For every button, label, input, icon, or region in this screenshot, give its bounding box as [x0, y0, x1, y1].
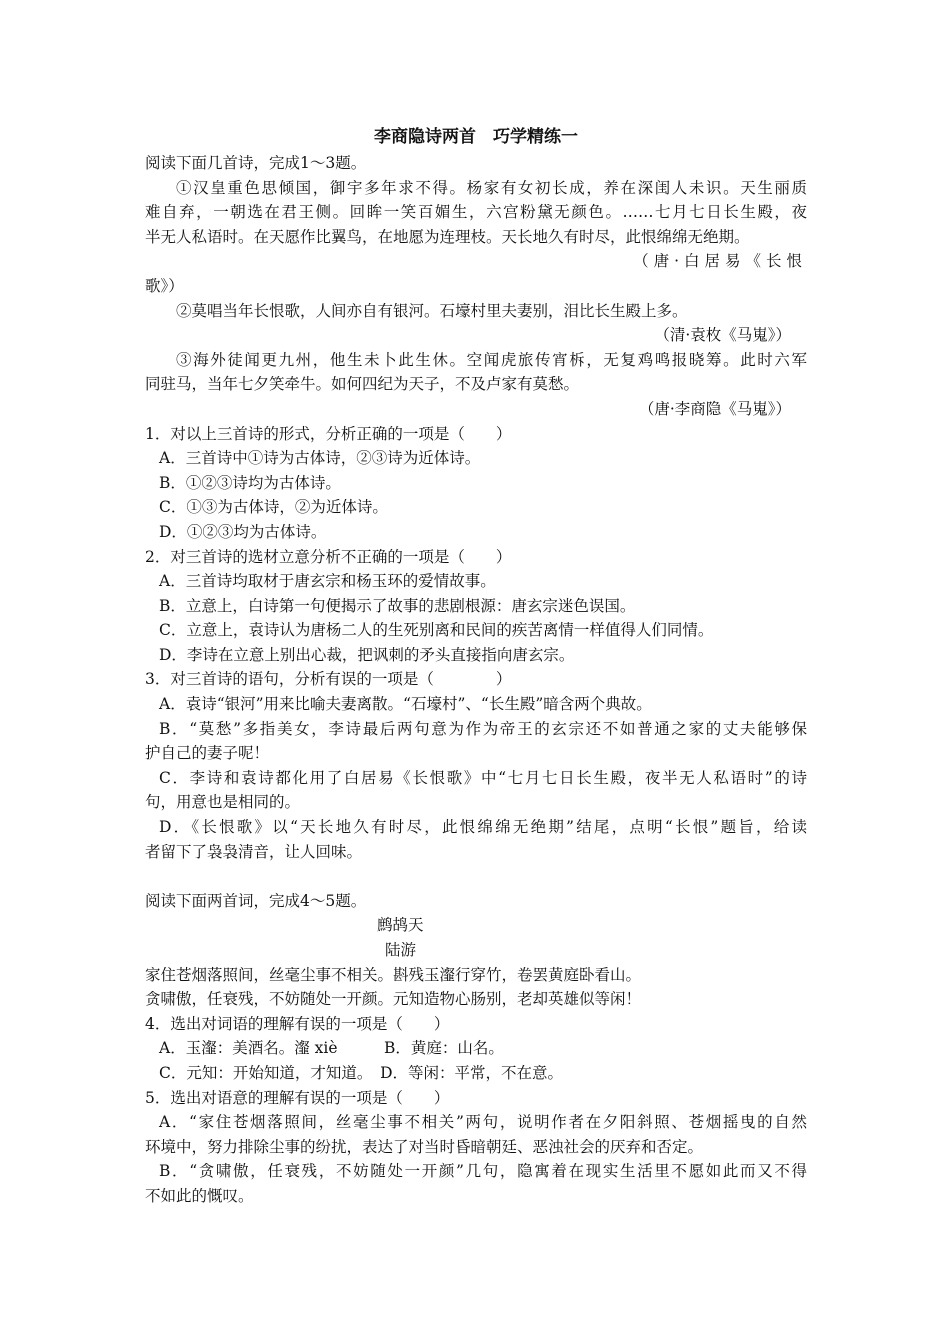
poem1-source-part: （唐·白居易《长恨 — [633, 252, 807, 271]
question-5-option-cont: 环境中，努力排除尘事的纷扰，表达了对当时昏暗朝廷、恶浊社会的厌弃和否定。 — [145, 1137, 704, 1156]
poem1-source-cont: 歌》） — [145, 276, 184, 295]
question-1-option: A．三首诗中①诗为古体诗，②③诗为近体诗。 — [159, 449, 481, 468]
question-3-option: C．李诗和袁诗都化用了白居易《长恨歌》中“七月七日长生殿，夜半无人私语时”的诗 — [159, 768, 807, 787]
question-2-stem: 2．对三首诗的选材立意分析不正确的一项是（ ） — [145, 547, 512, 566]
question-5-option-cont: 不如此的慨叹。 — [145, 1186, 254, 1205]
poem2-source: （清·袁枚《马嵬》） — [654, 326, 791, 345]
question-3-option-cont: 者留下了袅袅清音，让人回味。 — [145, 842, 363, 861]
question-2-option: B．立意上，白诗第一句便揭示了故事的悲剧根源：唐玄宗迷色误国。 — [159, 596, 636, 615]
poem2-line: ②莫唱当年长恨歌，人间亦自有银河。石壕村里夫妻别，泪比长生殿上多。 — [176, 301, 688, 320]
poem3-source: （唐·李商隐《马嵬》） — [638, 399, 791, 418]
question-4-options-row: A．玉瀣：美酒名。瀣 xiè B．黄庭：山名。 — [159, 1039, 504, 1058]
poem1-line: ①汉皇重色思倾国，御宇多年求不得。杨家有女初长成，养在深闺人未识。天生丽质 — [176, 178, 807, 197]
poem1-line: 难自弃，一朝选在君王侧。回眸一笑百媚生，六宫粉黛无颜色。……七月七日长生殿，夜 — [145, 203, 807, 222]
question-3-option-cont: 句，用意也是相同的。 — [145, 793, 301, 812]
section2-instruction: 阅读下面两首词，完成4～5题。 — [145, 891, 367, 910]
question-5-option: B．“贪啸傲，任衰残，不妨随处一开颜”几句，隐寓着在现实生活里不愿如此而又不得 — [159, 1162, 807, 1181]
question-1-option: C．①③为古体诗，②为近体诗。 — [159, 498, 388, 517]
question-5-stem: 5．选出对语意的理解有误的一项是（ ） — [145, 1088, 450, 1107]
question-3-option: D．《长恨歌》以“天长地久有时尽，此恨绵绵无绝期”结尾，点明“长恨”题旨，给读 — [159, 818, 807, 837]
document-page — [145, 124, 807, 1209]
question-2-option: D．李诗在立意上别出心裁，把讽刺的矛头直接指向唐玄宗。 — [159, 645, 575, 664]
question-4-options-row: C．元知：开始知道，才知道。 D．等闲：平常，不在意。 — [159, 1063, 564, 1082]
question-4-stem: 4．选出对词语的理解有误的一项是（ ） — [145, 1014, 450, 1033]
question-1-option: B．①②③诗均为古体诗。 — [159, 473, 341, 492]
question-5-option: A．“家住苍烟落照间，丝毫尘事不相关”两句，说明作者在夕阳斜照、苍烟摇曳的自然 — [159, 1113, 807, 1132]
page-title: 李商隐诗两首 巧学精练一 — [374, 127, 578, 147]
poem1-source — [145, 249, 807, 274]
ci-line: 贪啸傲，任衰残，不妨随处一开颜。元知造物心肠别，老却英雄似等闲！ — [145, 990, 642, 1009]
question-3-option: A．袁诗“银河”用来比喻夫妻离散。“石壕村”、“长生殿”暗含两个典故。 — [159, 695, 652, 714]
question-3-stem: 3．对三首诗的语句，分析有误的一项是（ ） — [145, 670, 512, 689]
ci-author: 陆游 — [385, 941, 417, 959]
poem1-line: 半无人私语时。在天愿作比翼鸟，在地愿为连理枝。天长地久有时尽，此恨绵绵无绝期。 — [145, 227, 750, 246]
question-2-option: A．三首诗均取材于唐玄宗和杨玉环的爱情故事。 — [159, 572, 496, 591]
ci-line: 家住苍烟落照间，丝毫尘事不相关。斟残玉瀣行穿竹，卷罢黄庭卧看山。 — [145, 965, 642, 984]
poem3-line: 同驻马，当年七夕笑牵牛。如何四纪为天子，不及卢家有莫愁。 — [145, 375, 580, 394]
question-1-stem: 1．对以上三首诗的形式，分析正确的一项是（ ） — [145, 424, 512, 443]
ci-title: 鹧鸪天 — [377, 916, 424, 935]
question-3-option: B．“莫愁”多指美女，李诗最后两句意为作为帝王的玄宗还不如普通之家的丈夫能够保 — [159, 719, 807, 738]
spacer — [145, 864, 807, 889]
poem3-line: ③海外徒闻更九州，他生未卜此生休。空闻虎旅传宵柝，无复鸡鸣报晓筹。此时六军 — [176, 350, 807, 369]
question-1-option: D．①②③均为古体诗。 — [159, 522, 327, 541]
section1-instruction: 阅读下面几首诗，完成1～3题。 — [145, 154, 367, 172]
question-2-option: C．立意上，袁诗认为唐杨二人的生死别离和民间的疾苦离情一样值得人们同情。 — [159, 621, 714, 640]
question-3-option-cont: 护自己的妻子呢！ — [145, 744, 270, 763]
